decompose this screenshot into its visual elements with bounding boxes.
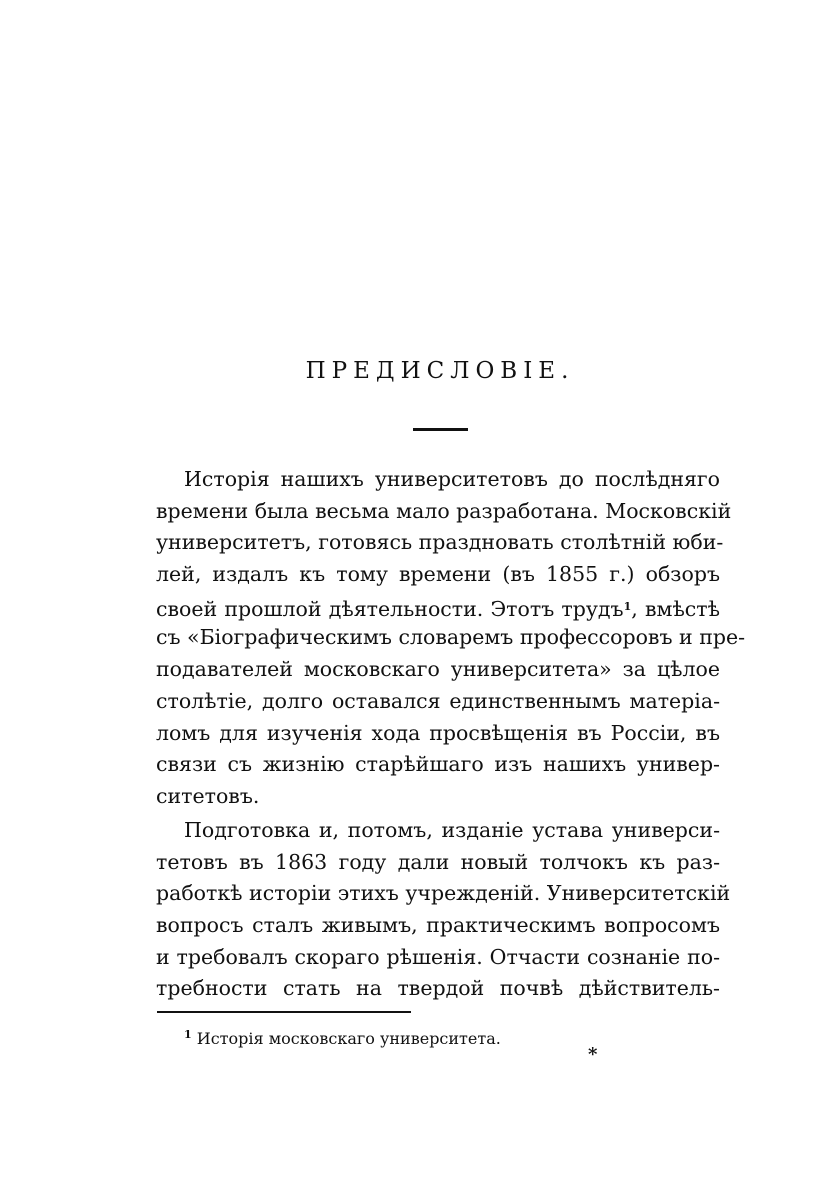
text-line: требности стать на твердой почвѣ дѣйствитель-: [156, 976, 720, 1001]
text-line: работкѣ исторіи этихъ учрежденій. Университетскій: [156, 881, 731, 906]
footnote-marker: 1: [184, 1028, 192, 1041]
text-line: подавателей московскаго университета» за цѣлое: [156, 657, 720, 682]
paragraph-2: [156, 815, 731, 1005]
text-line: столѣтіе, долго оставался единственнымъ матеріа-: [156, 688, 720, 713]
page-title: ПРЕДИСЛОВІЕ.: [305, 358, 575, 384]
text-line: университетъ, готовясь праздновать столѣтній юби-: [156, 530, 724, 555]
paragraph-1: [156, 464, 746, 813]
footnote-reference: 1: [623, 599, 632, 613]
text-line: тетовъ въ 1863 году дали новый толчокъ къ раз-: [156, 849, 720, 874]
text-line: связи съ жизнію старѣйшаго изъ нашихъ универ-: [156, 752, 720, 777]
text-line: ситетовъ.: [156, 783, 260, 808]
footnote-text: Исторія московскаго университета.: [196, 1029, 501, 1048]
text-line: Исторія нашихъ университетовъ до послѣдняго: [184, 467, 720, 491]
text-segment: , вмѣстѣ: [631, 596, 720, 621]
text-line: времени была весьма мало разработана. Московскій: [156, 498, 732, 523]
text-line: вопросъ сталъ живымъ, практическимъ вопросомъ: [156, 913, 720, 938]
text-line: Подготовка и, потомъ, изданіе устава универси-: [184, 818, 720, 842]
signature-mark: *: [588, 1044, 598, 1065]
footnote-divider: [157, 1011, 411, 1013]
text-segment: своей прошлой дѣятельности. Этотъ трудъ: [156, 596, 624, 621]
text-line: и требовалъ скораго рѣшенія. Отчасти сознаніе по-: [156, 944, 720, 969]
text-line: съ «Біографическимъ словаремъ профессоровъ и пре-: [156, 625, 746, 650]
text-line: ломъ для изученія хода просвѣщенія въ Россіи, въ: [156, 720, 720, 745]
text-line: [156, 591, 720, 623]
footnote: [184, 1024, 501, 1050]
title-divider: [413, 428, 468, 431]
text-line: лей, издалъ къ тому времени (въ 1855 г.) обзоръ: [156, 562, 720, 587]
